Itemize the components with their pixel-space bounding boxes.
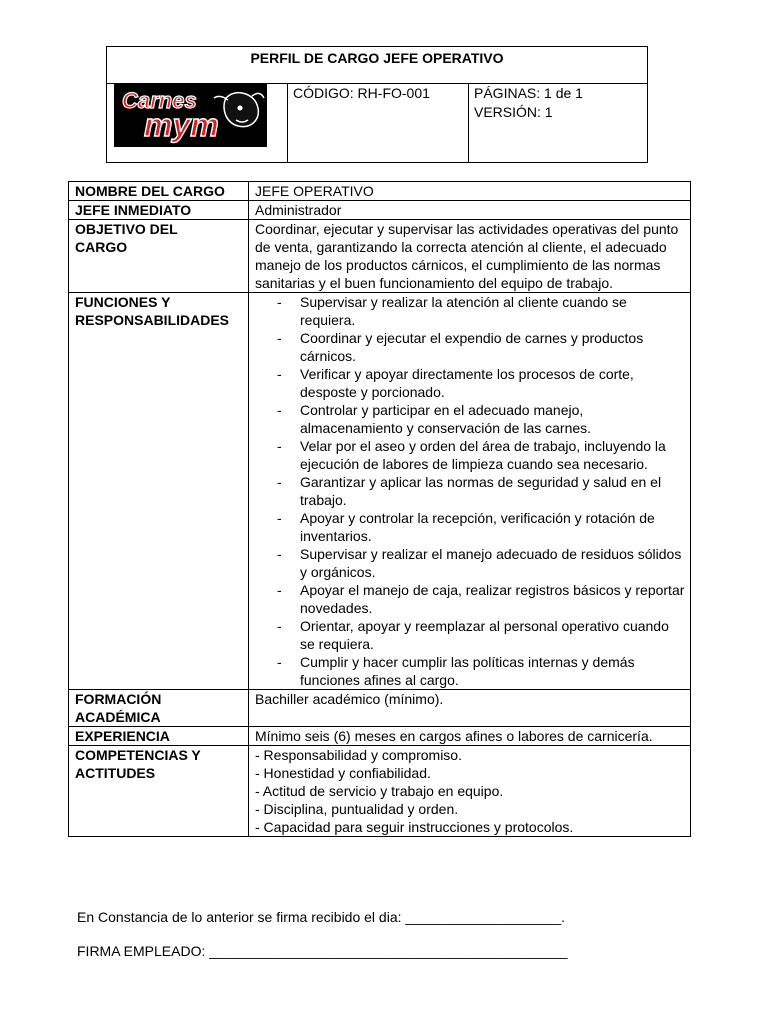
label-experiencia: EXPERIENCIA — [69, 727, 249, 746]
label-jefe: JEFE INMEDIATO — [69, 201, 249, 220]
list-item: - Verificar y apoyar directamente los procesos de corte, desposte y porcionado. — [275, 365, 685, 401]
list-item: - Controlar y participar en el adecuado manejo, almacenamiento y conservación de las carnes. — [275, 401, 685, 437]
logo-cell — [107, 84, 288, 163]
job-profile-table — [68, 181, 691, 837]
label-competencias: COMPETENCIAS Y ACTITUDES — [69, 746, 249, 837]
logo-text-top: Carnes — [122, 88, 197, 113]
list-item: - Coordinar y ejecutar el expendio de carnes y productos cárnicos. — [275, 329, 685, 365]
row-jefe — [69, 201, 691, 220]
list-item: - Responsabilidad y compromiso. — [255, 747, 462, 763]
list-item: - Supervisar y realizar el manejo adecuado de residuos sólidos y orgánicos. — [275, 545, 685, 581]
row-funciones — [69, 293, 691, 690]
list-item: - Honestidad y confiabilidad. — [255, 765, 431, 781]
value-funciones — [249, 293, 691, 690]
constancia-line: En Constancia de lo anterior se firma recibido el dia: ____________________. — [77, 909, 566, 925]
list-item: - Capacidad para seguir instrucciones y protocolos. — [255, 819, 574, 835]
document-code: CÓDIGO: RH-FO-001 — [288, 84, 469, 163]
document-title: PERFIL DE CARGO JEFE OPERATIVO — [107, 47, 647, 84]
label-nombre: NOMBRE DEL CARGO — [69, 182, 249, 201]
funciones-list — [255, 293, 685, 689]
document-pages-version — [469, 84, 648, 163]
label-formacion: FORMACIÓN ACADÉMICA — [69, 690, 249, 727]
value-nombre: JEFE OPERATIVO — [249, 182, 691, 201]
row-objetivo — [69, 220, 691, 293]
value-formacion: Bachiller académico (mínimo). — [249, 690, 691, 727]
row-experiencia — [69, 727, 691, 746]
document-header — [106, 46, 648, 163]
row-nombre — [69, 182, 691, 201]
logo-text-bottom: mym — [144, 107, 219, 143]
list-item: - Velar por el aseo y orden del área de trabajo, incluyendo la ejecución de labores de limpieza cuando sea necesario. — [275, 437, 685, 473]
row-formacion — [69, 690, 691, 727]
list-item: - Disciplina, puntualidad y orden. — [255, 801, 459, 817]
list-item: - Actitud de servicio y trabajo en equipo. — [255, 783, 504, 799]
value-experiencia: Mínimo seis (6) meses en cargos afines o labores de carnicería. — [249, 727, 691, 746]
value-competencias — [249, 746, 691, 837]
pages-label: PÁGINAS: 1 de 1 — [474, 85, 583, 101]
version-label: VERSIÓN: 1 — [474, 104, 553, 120]
value-jefe: Administrador — [249, 201, 691, 220]
label-funciones: FUNCIONES Y RESPONSABILIDADES — [69, 293, 249, 690]
list-item: - Apoyar el manejo de caja, realizar registros básicos y reportar novedades. — [275, 581, 685, 617]
label-objetivo: OBJETIVO DEL CARGO — [69, 220, 249, 293]
row-competencias — [69, 746, 691, 837]
list-item: - Garantizar y aplicar las normas de seguridad y salud en el trabajo. — [275, 473, 685, 509]
company-logo — [114, 84, 267, 147]
list-item: - Supervisar y realizar la atención al cliente cuando se requiera. — [275, 293, 685, 329]
list-item: - Orientar, apoyar y reemplazar al personal operativo cuando se requiera. — [275, 617, 685, 653]
firma-line: FIRMA EMPLEADO: ______________________________________________ — [77, 943, 568, 959]
value-objetivo: Coordinar, ejecutar y supervisar las actividades operativas del punto de venta, garantizando la correcta atención al cliente, el adecuado manejo de los productos cárnicos, el cumplimiento de las normas sanitarias y el buen funcionamiento del equipo de trabajo. — [249, 220, 691, 293]
list-item: - Apoyar y controlar la recepción, verificación y rotación de inventarios. — [275, 509, 685, 545]
list-item: - Cumplir y hacer cumplir las políticas internas y demás funciones afines al cargo. — [275, 653, 685, 689]
